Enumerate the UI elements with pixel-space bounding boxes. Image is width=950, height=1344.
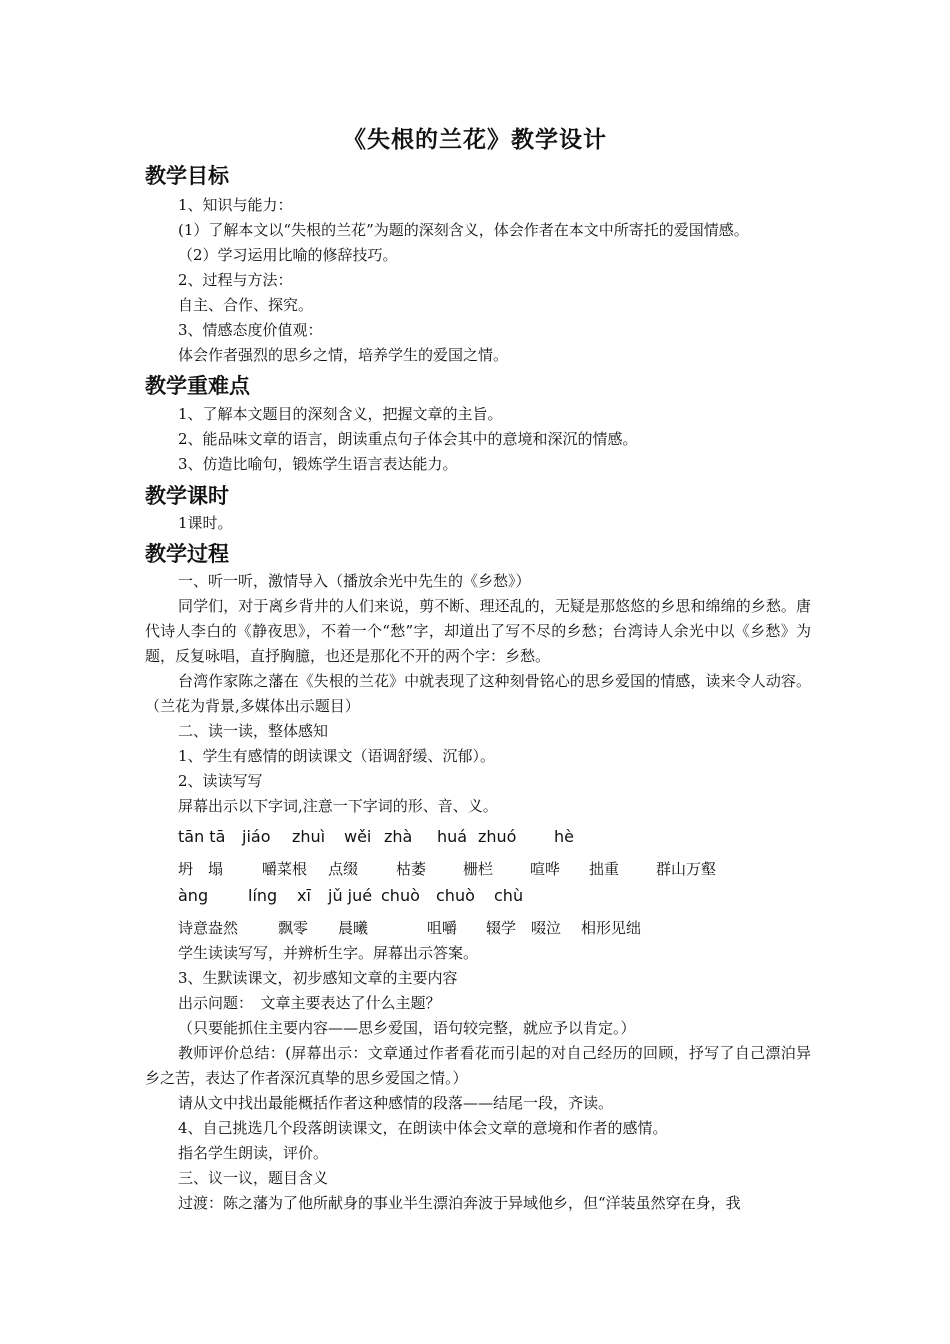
word-item: 辍学 [486,919,517,937]
goals-line-7: 体会作者强烈的思乡之情，培养学生的爱国之情。 [178,346,509,364]
keypoints-line-1: 1、了解本文题目的深刻含义，把握文章的主旨。 [178,405,503,423]
word-item: 相形见绌 [581,919,642,937]
process-para-4: 二、读一读，整体感知 [178,722,329,740]
document-title: 《失根的兰花》教学设计 [343,127,607,153]
goals-line-3: （2）学习运用比喻的修辞技巧。 [178,246,398,264]
goals-line-5: 自主、合作、探究。 [178,296,314,314]
keypoints-line-2: 2、能品味文章的语言，朗读重点句子体会其中的意境和深沉的情感。 [178,430,638,448]
pinyin-item: xī [297,886,311,905]
word-item: 点缀 [328,860,359,878]
process-para-17: 过渡：陈之藩为了他所献身的事业半生漂泊奔波于异域他乡，但“洋装虽然穿在身，我 [178,1194,741,1212]
goals-line-1: 1、知识与能力： [178,196,293,214]
process-para-12: 教师评价总结：(屏幕出示：文章通过作者看花而引起的对自己经历的回顾，抒写了自己漂泊异乡之苦，表达了作者深沉真挚的思乡爱国之情。） [145,1044,811,1087]
process-para-10: 出示问题： 文章主要表达了什么主题？ [178,994,441,1012]
process-para-1: 一、听一听，激情导入（播放余光中先生的《乡愁》） [178,572,531,590]
process-para-16: 三、议一议，题目含义 [178,1169,329,1187]
pinyin-item: zhuó [478,827,517,846]
goals-line-2: (1）了解本文以“失根的兰花”为题的深刻含义，体会作者在本文中所寄托的爱国情感。 [178,221,749,239]
words-row-2 [0,917,950,939]
word-item: 栅栏 [463,860,494,878]
word-item: 拙重 [589,860,620,878]
heading-keypoints: 教学重难点 [145,374,250,398]
pinyin-item: chuò [381,886,420,905]
pinyin-row-2 [0,886,950,908]
word-item: 坍 塌 [178,860,224,878]
pinyin-item: líng [248,886,278,905]
pinyin-row-1 [0,827,950,849]
pinyin-item: àng [178,886,209,905]
pinyin-item: wěi [344,827,372,846]
pinyin-item: tān tā [178,827,226,846]
word-item: 喧哗 [530,860,561,878]
process-para-11: （只要能抓住主要内容——思乡爱国，语句较完整，就应予以肯定。） [178,1019,636,1037]
word-item: 啜泣 [531,919,562,937]
word-item: 嚼菜根 [262,860,308,878]
process-para-7: 屏幕出示以下字词,注意一下字词的形、音、义。 [178,797,498,815]
process-para-9: 3、生默读课文，初步感知文章的主要内容 [178,969,458,987]
goals-line-6: 3、情感态度价值观： [178,321,323,339]
heading-process: 教学过程 [145,542,229,566]
goals-line-4: 2、过程与方法： [178,271,293,289]
process-para-14: 4、自己挑选几个段落朗读课文，在朗读中体会文章的意境和作者的感情。 [178,1119,668,1137]
words-row-1 [0,858,950,880]
pinyin-item: zhuì [292,827,326,846]
process-para-2: 同学们，对于离乡背井的人们来说，剪不断、理还乱的，无疑是那悠悠的乡思和绵绵的乡愁。唐代诗人李白的《静夜思》，不着一个“愁”字，却道出了写不尽的乡愁；台湾诗人余光中以《乡愁》为题，反复咏唱，直抒胸臆，也还是那化不开的两个字：乡愁。 [145,597,811,665]
word-item: 咀嚼 [427,919,458,937]
word-item: 群山万壑 [656,860,717,878]
process-para-13: 请从文中找出最能概括作者这种感情的段落——结尾一段，齐读。 [178,1094,614,1112]
heading-hours: 教学课时 [145,484,229,508]
pinyin-item: hè [554,827,574,846]
word-item: 晨曦 [338,919,369,937]
pinyin-item: jǔ jué [328,886,373,905]
hours-line-1: 1课时。 [178,514,233,532]
process-para-5: 1、学生有感情的朗读课文（语调舒缓、沉郁）。 [178,747,496,765]
pinyin-item: chuò [436,886,475,905]
heading-goals: 教学目标 [145,164,229,188]
word-item: 枯萎 [396,860,427,878]
pinyin-item: chù [494,886,524,905]
process-para-3: 台湾作家陈之藩在《失根的兰花》中就表现了这种刻骨铭心的思乡爱国的情感，读来令人动容。（兰花为背景,多媒体出示题目） [145,672,811,715]
process-para-15: 指名学生朗读，评价。 [178,1144,329,1162]
process-para-8: 学生读读写写，并辨析生字。屏幕出示答案。 [178,944,479,962]
process-para-6: 2、读读写写 [178,772,263,790]
pinyin-item: jiáo [242,827,271,846]
pinyin-item: huá [437,827,468,846]
word-item: 飘零 [278,919,309,937]
word-item: 诗意盎然 [178,919,239,937]
keypoints-line-3: 3、仿造比喻句，锻炼学生语言表达能力。 [178,455,458,473]
pinyin-item: zhà [384,827,413,846]
